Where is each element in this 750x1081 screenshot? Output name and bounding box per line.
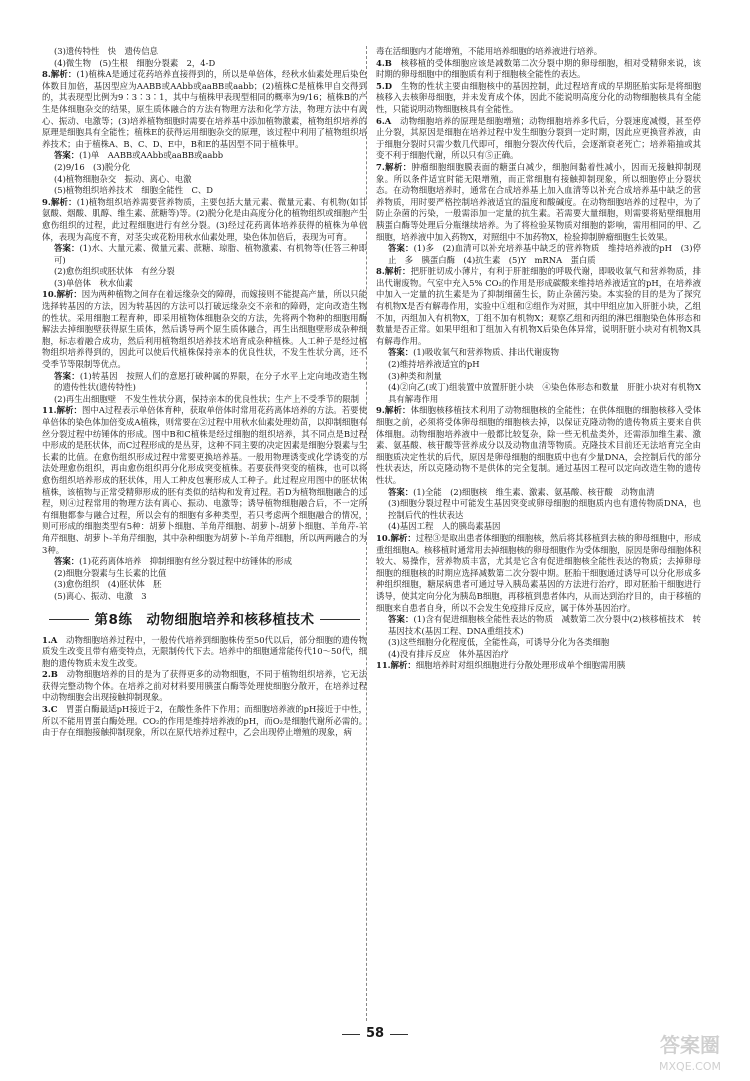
s8-q7-number: 7. bbox=[376, 161, 385, 172]
s8-q9-answer-3: (4)基因工程 人的胰岛素基因 bbox=[388, 521, 501, 532]
s8-a3-body: 胃蛋白酶最适pH接近于2，在酸性条件下作用；而细胞培养液的pH接近于中性，所以不能用胃蛋白酶处理。CO₂的作用是维持培养液的pH，而O₂是细胞代谢所必需的。由于存在细胞接触抑制现象，所以在原代培养过程中，乙会出现停止增殖的现象，病 bbox=[42, 704, 367, 738]
s8-q7-label: 解析： bbox=[384, 161, 412, 172]
s8-question-8 bbox=[376, 266, 701, 405]
column-divider bbox=[366, 46, 367, 1021]
s8-a4-option: B bbox=[384, 57, 392, 68]
watermark-logo bbox=[640, 1028, 740, 1076]
s8-q10-label: 解析： bbox=[390, 532, 416, 543]
s8-a1-number: 1. bbox=[42, 634, 51, 645]
s8-q9-answer-label: 答案： bbox=[388, 486, 414, 497]
section-title: 第8练 动物细胞培养和核移植技术 bbox=[94, 611, 315, 628]
s8-a2-number: 2. bbox=[42, 669, 51, 680]
q11-body: 图中A过程表示单倍体育种，获取单倍体时常用花药离体培养的方法。若要使单倍体的染色体加倍变成A植株，则常要在②过程中用秋水仙素处理幼苗，以抑制细胞有丝分裂过程中纺锤体的形成。图中B和C植株是经过细胞的组织培养，其不同点是B过程中形成的是胚状体，而C过程形成的是丛芽，这种不同主要的决定因素是细胞分裂素与生长素的比值。在愈伤组织形成过程中常要更换培养基。一般用物理诱变或化学诱变的方法处理愈伤组织，再由愈伤组织再分化形成突变植株。若要获得突变的植株，也可以将愈伤组织培养形成的胚状体，用人工种皮包裹形成人工种子。此过程应用图中的胚状体植株，该植物与正常受精卵形成的胚有类似的结构和发育过程。若D为植物细胞融合的过程，则④过程常用的物理方法有离心、振动、电激等；诱导植物细胞融合后，不一定所有细胞都参与融合过程，所以会有的细胞有多种类型，若只考虑两个细胞融合的情况，则可形成的细胞类型有5种：胡萝卜细胞、羊角芹细胞、胡萝卜-胡萝卜细胞、羊角芹-羊角芹细胞、胡萝卜-羊角芹细胞，其中杂种细胞为胡萝卜-羊角芹细胞，所以两两融合的为3种。 bbox=[42, 405, 367, 555]
right-column bbox=[376, 46, 701, 1026]
s8-q10-answer-label: 答案： bbox=[388, 614, 414, 625]
s8-q8-label: 解析： bbox=[384, 266, 411, 277]
s8-q9-label: 解析： bbox=[384, 405, 411, 416]
s8-a4-number: 4. bbox=[376, 57, 385, 68]
s8-a3-number: 3. bbox=[42, 704, 51, 715]
q10-body: 因为两种植物之间存在着远缘杂交的障碍，而嫁接则不能提高产量，所以只能选择转基因的方法，因为转基因的方法可以打破远缘杂交不亲和的障碍，定向改造生物的性状。采用细胞工程育种，即采用植物体细胞杂交的方法，先将两个物种的细胞用酶解法去掉细胞壁获得原生质体，然后诱导两个原生质体融合，再生出细胞壁形成杂种细胞，标志着融合成功，然后利用植物组织培养技术培育成杂种植株。人工种子是经过植物组织培养得到的，因此可以使后代植株保持亲本的优良性状，不发生性状分离，还不受季节等限制等优点。 bbox=[42, 289, 367, 370]
s8-q8-number: 8. bbox=[376, 266, 385, 277]
s8-q9-body: 体细胞核移植技术利用了动物细胞核的全能性；在供体细胞的细胞核移入受体细胞之前，必须将受体卵母细胞的细胞核去掉，以保证克隆动物的遗传物质主要来自供体细胞。动物细胞培养液中一般都比较复杂，除一些无机盐类外，还需添加维生素、激素、氨基酸、核苷酸等营养成分以及动物血清等物质。克隆技术目前还无法培育完全由细胞质决定性状的后代，原因是卵母细胞的细胞质中也有少量DNA，会控制后代的部分性状表达，所以克隆动物不是供体的完全复制。通过基因工程可以定向改造生物的遗传性状。 bbox=[376, 405, 701, 485]
q8-number: 8. bbox=[42, 69, 51, 80]
question-9 bbox=[42, 197, 367, 290]
q10-answer-2: (2)再生出细胞壁 不发生性状分离，保持亲本的优良性状；生产上不受季节的限制 bbox=[54, 393, 359, 404]
footer-dash-right bbox=[390, 1034, 408, 1035]
q8-label: 解析： bbox=[50, 69, 77, 80]
intro-line-2: (4)微生物 (5)生根 细胞分裂素 2，4-D bbox=[54, 57, 216, 68]
s8-a2-body: 动物细胞培养的目的是为了获得更多的动物细胞，不同于植物组织培养，它无法获得完整动物个体。在培养之前对材料要用胰蛋白酶等处理使细胞分散开，在培养过程中动物细胞会出现接触抑制现象。 bbox=[42, 669, 367, 703]
s8-a3-option: C bbox=[50, 704, 58, 715]
q10-number: 10. bbox=[42, 289, 57, 300]
intro-line-1: (3)遗传特性 快 遗传信息 bbox=[54, 46, 158, 56]
s8-answer-6 bbox=[376, 116, 701, 162]
s8-q10-body: 过程③是取出患者体细胞的细胞核，然后将其移植到去核的卵母细胞中，形成重组细胞A。核移植时通常用去掉细胞核的卵母细胞作为受体细胞，原因是卵母细胞体积较大、易操作，营养物质丰富，尤其是它含有促进细胞核全能性表达的物质；去掉卵母细胞的细胞核的时期应选择减数第二次分裂中期。胚胎干细胞通过诱导可以分化形成多种组织细胞，糖尿病患者可通过导入胰岛素基因的方法进行治疗，即对胚胎干细胞进行诱导，使其定向分化为胰岛B细胞，再移植到患者体内，从而达到治疗目的，由于移植的细胞来自患者自身，所以不会发生免疫排斥反应，属于体外基因治疗。 bbox=[376, 532, 701, 613]
question-11 bbox=[42, 405, 367, 602]
s8-q10-answer-3: (4)没有排斥反应 体外基因治疗 bbox=[388, 648, 509, 659]
page-number: 58 bbox=[365, 1026, 385, 1041]
s8-q8-answer-1: (1)吸收氧气和营养物质、排出代谢废物 bbox=[413, 347, 559, 358]
s8-q8-answer-3: (3)种类和剂量 bbox=[388, 370, 442, 381]
s8-q11-number: 11. bbox=[376, 660, 391, 671]
q11-answer-2: (2)细胞分裂素与生长素的比值 bbox=[54, 567, 167, 578]
s8-a6-option: A bbox=[384, 115, 392, 126]
watermark-text: 答案圈 bbox=[660, 1033, 720, 1057]
s8-answer-3 bbox=[42, 704, 367, 739]
s8-a4-body: 核移植的受体细胞应该是减数第二次分裂中期的卵母细胞，相对受精卵来说，该时期的卵母细胞中的细胞质有利于细胞核全能性的表达。 bbox=[376, 57, 701, 80]
s8-a5-option: D bbox=[384, 80, 393, 91]
s8-q8-answer-4: (4)②向乙(或丁)组装置中放置肝脏小块 ④染色体形态和数量 肝脏小块对有机物X具有解毒作用 bbox=[388, 382, 701, 404]
s8-q11-body: 细胞培养时对组织细胞进行分散处理形成单个细胞需用胰 bbox=[415, 660, 626, 671]
s8-answer-1 bbox=[42, 635, 367, 670]
q8-answer-label: 答案： bbox=[54, 150, 80, 161]
q10-answer-1: (1)转基因 按照人们的意愿打破种属的界限，在分子水平上定向地改造生物的遗传性状(遗传特性) bbox=[54, 370, 367, 393]
q9-number: 9. bbox=[42, 196, 51, 207]
q9-answer-1: (1)水、大量元素、微量元素、蔗糖、琼脂、植物激素、有机物等(任答三种即可) bbox=[54, 243, 367, 265]
s8-a6-number: 6. bbox=[376, 115, 385, 126]
q8-answer-3: (4)植物细胞杂交 振动、离心、电激 bbox=[54, 173, 192, 184]
q10-label: 解析： bbox=[56, 289, 82, 300]
q11-label: 解析： bbox=[56, 405, 83, 416]
q8-answer-2: (2)9/16 (3)脱分化 bbox=[54, 161, 131, 172]
s8-answer-4 bbox=[376, 58, 701, 81]
q9-answer-3: (3)单倍体 秋水仙素 bbox=[54, 277, 133, 288]
q11-answer-3: (3)愈伤组织 (4)胚状体 胚 bbox=[54, 579, 162, 590]
s8-a2-option: B bbox=[50, 669, 58, 680]
footer-dash-left bbox=[342, 1034, 360, 1035]
s8-a1-body: 动物细胞培养过程中，一般传代培养到细胞株传至50代以后，部分细胞的遗传物质发生改变且带有癌变特点，无限制传代下去。培养中的细胞通常能传代10～50代，细胞的遗传物质未发生改变。 bbox=[42, 634, 367, 668]
s8-answer-5 bbox=[376, 81, 701, 116]
s8-q11-label: 解析： bbox=[390, 660, 416, 671]
watermark-subtext: MXQE.COM bbox=[659, 1060, 721, 1073]
s8-question-9 bbox=[376, 405, 701, 533]
s8-q8-body: 把肝脏切成小薄片，有利于肝脏细胞的呼吸代谢，即吸收氧气和营养物质，排出代谢废物。气室中充入5% CO₂的作用是形成碳酸来维持培养液适宜的pH，在培养液中加入一定量的抗生素是为了抑制细菌生长，防止杂菌污染。本实验的目的是为了探究有机物X是否有解毒作用，实验中①组和②组作为对照，其中甲组应加入肝脏小块，乙组不加，丙组加入有机物X，丁组不加有机物X；观察乙组和丙组的淋巴细胞染色体形态和数量是否正常。如果甲组和丁组加入有机物X后染色体异常，说明肝脏小块对有机物X具有解毒作用。 bbox=[376, 266, 701, 346]
s8-q7-answer-1: (1)多 (2)血清可以补充培养基中缺乏的营养物质 维持培养液的pH (3)停止 多 胰蛋白酶 (4)抗生素 (5)Y mRNA 蛋白质 bbox=[388, 243, 701, 265]
s8-answer-2 bbox=[42, 669, 367, 704]
q8-answer-4: (5)植物组织培养技术 细胞全能性 C、D bbox=[54, 185, 213, 196]
heading-rule-left bbox=[49, 619, 89, 620]
heading-rule-right bbox=[320, 619, 360, 620]
s8-q7-answer-label: 答案： bbox=[388, 243, 414, 254]
q8-body: (1)植株A是通过花药培养直接得到的，所以是单倍体，经秋水仙素处理后染色体数目加倍，基因型应为AABB或AAbb或aaBB或aabb；(2)植株C是植株甲自交得到的，其表现型比例为9∶3∶3∶1，其中与植株甲表现型相同的概率为9/16；植株B的产生是体细胞杂交的结果，原生质体融合的方法有物理方法和化学方法，物理方法中有离心、振动、电激等；(3)培养植物细胞时需要在培养基中添加植物激素，植物组织培养的原理是细胞具有全能性；植株E的获得运用细胞杂交的原理，该过程中利用了植物组织培养技术；由于植株A、B、C、D、E中，B和E的基因型不同于植株甲。 bbox=[42, 69, 367, 149]
s8-question-10 bbox=[376, 533, 701, 661]
s8-a3-continuation: 毒在活细胞内才能增殖，不能用培养细胞的培养液进行培养。 bbox=[376, 46, 603, 56]
s8-a6-body: 动物细胞培养的原理是细胞增殖；动物细胞培养多代后，分裂速度减慢，甚至停止分裂，其原因是细胞在培养过程中发生细胞分裂到一定时期，因此应更换营养液，由于细胞分裂时只需少数几代即可，细胞分裂次传代后，会逐渐衰老死亡；培养箱抽或其变不利于细胞代谢，所以只有⑤正确。 bbox=[376, 115, 701, 161]
question-10 bbox=[42, 289, 367, 405]
s8-q10-number: 10. bbox=[376, 532, 391, 543]
q11-answer-1: (1)花药离体培养 抑制细胞有丝分裂过程中纺锤体的形成 bbox=[79, 556, 292, 567]
page-footer bbox=[0, 1028, 750, 1041]
q9-answer-label: 答案： bbox=[54, 243, 80, 254]
s8-question-7 bbox=[376, 162, 701, 266]
s8-a5-number: 5. bbox=[376, 80, 385, 91]
left-column bbox=[42, 46, 367, 1026]
s8-q8-answer-2: (2)维持培养液适宜的pH bbox=[388, 359, 480, 370]
q9-body: (1)植物组织培养需要营养物质，主要包括大量元素、微量元素、有机物(如甘氨酸、烟酸、肌醇、维生素、蔗糖等)等。(2)脱分化是由高度分化的植物组织或细胞产生愈伤组织的过程，此过程细胞进行有丝分裂。(3)经过花药离体培养获得的植株为单倍体，表现为高度不育，对茎尖或花粉用秋水仙素处理，染色体加倍后，表现为可育。 bbox=[42, 196, 367, 242]
s8-a5-body: 生物的性状主要由细胞核中的基因控制，此过程培育成的早期胚胎实际是将细胞核移入去核卵母细胞，并未发育成个体，因此不能说明高度分化的动物细胞核具有全能性，只能说明动物细胞核具有全能性。 bbox=[376, 80, 701, 114]
question-8 bbox=[42, 69, 367, 197]
q10-answer-label: 答案： bbox=[54, 370, 80, 381]
q9-answer-2: (2)愈伤组织或胚状体 有丝分裂 bbox=[54, 266, 175, 277]
q11-answer-label: 答案： bbox=[54, 556, 80, 567]
s8-q9-number: 9. bbox=[376, 405, 385, 416]
s8-q10-answer-2: (3)这些细胞分化程度低，全能性高，可诱导分化为各类细胞 bbox=[388, 637, 610, 648]
q8-answer-1: (1)单 AABB或AAbb或aaBB或aabb bbox=[79, 150, 224, 161]
s8-q7-body: 肿瘤细胞细胞膜表面的糖蛋白减少，细胞间黏着性减小，因而无接触抑制现象。所以条件适宜时能无限增殖，而正常细胞有接触抑制现象，所以细胞停止分裂状态。在动物细胞培养时，通常在合成培养基上加入血清等以补充合成培养基中缺乏的营养物质，用时要严格控制培养液适宜的温度和酸碱度。在动物细胞培养的过程中，为了防止杂菌的污染，一般需添加一定量的抗生素。若需要大量细胞，则需要将贴壁细胞用胰蛋白酶等处理后分瓶继续培养。为了将检验某物质对细胞的影响，需用相同的甲、乙细胞，培养液中加入药物X，对照组中不加药物X，检验抑制肿瘤细胞生长效果。 bbox=[376, 161, 701, 242]
s8-q9-answer-1: (1)全能 (2)细胞核 维生素、激素、氨基酸、核苷酸 动物血清 bbox=[413, 486, 655, 497]
q9-label: 解析： bbox=[50, 196, 77, 207]
s8-question-11 bbox=[376, 660, 701, 672]
s8-a1-option: A bbox=[50, 634, 58, 645]
q11-number: 11. bbox=[42, 405, 57, 416]
s8-q10-answer-1: (1)含有促进细胞核全能性表达的物质 减数第二次分裂中(2)核移植技术 转基因技术(基因工程、DNA重组技术) bbox=[388, 614, 701, 636]
s8-q9-answer-2: (3)细胞分裂过程中可能发生基因突变或卵母细胞的细胞质内也有遗传物质DNA，也控制后代的性状表达 bbox=[388, 498, 701, 520]
q11-answer-4: (5)离心、振动、电激 3 bbox=[54, 590, 147, 601]
section-heading bbox=[42, 611, 367, 629]
s8-q8-answer-label: 答案： bbox=[388, 347, 414, 358]
